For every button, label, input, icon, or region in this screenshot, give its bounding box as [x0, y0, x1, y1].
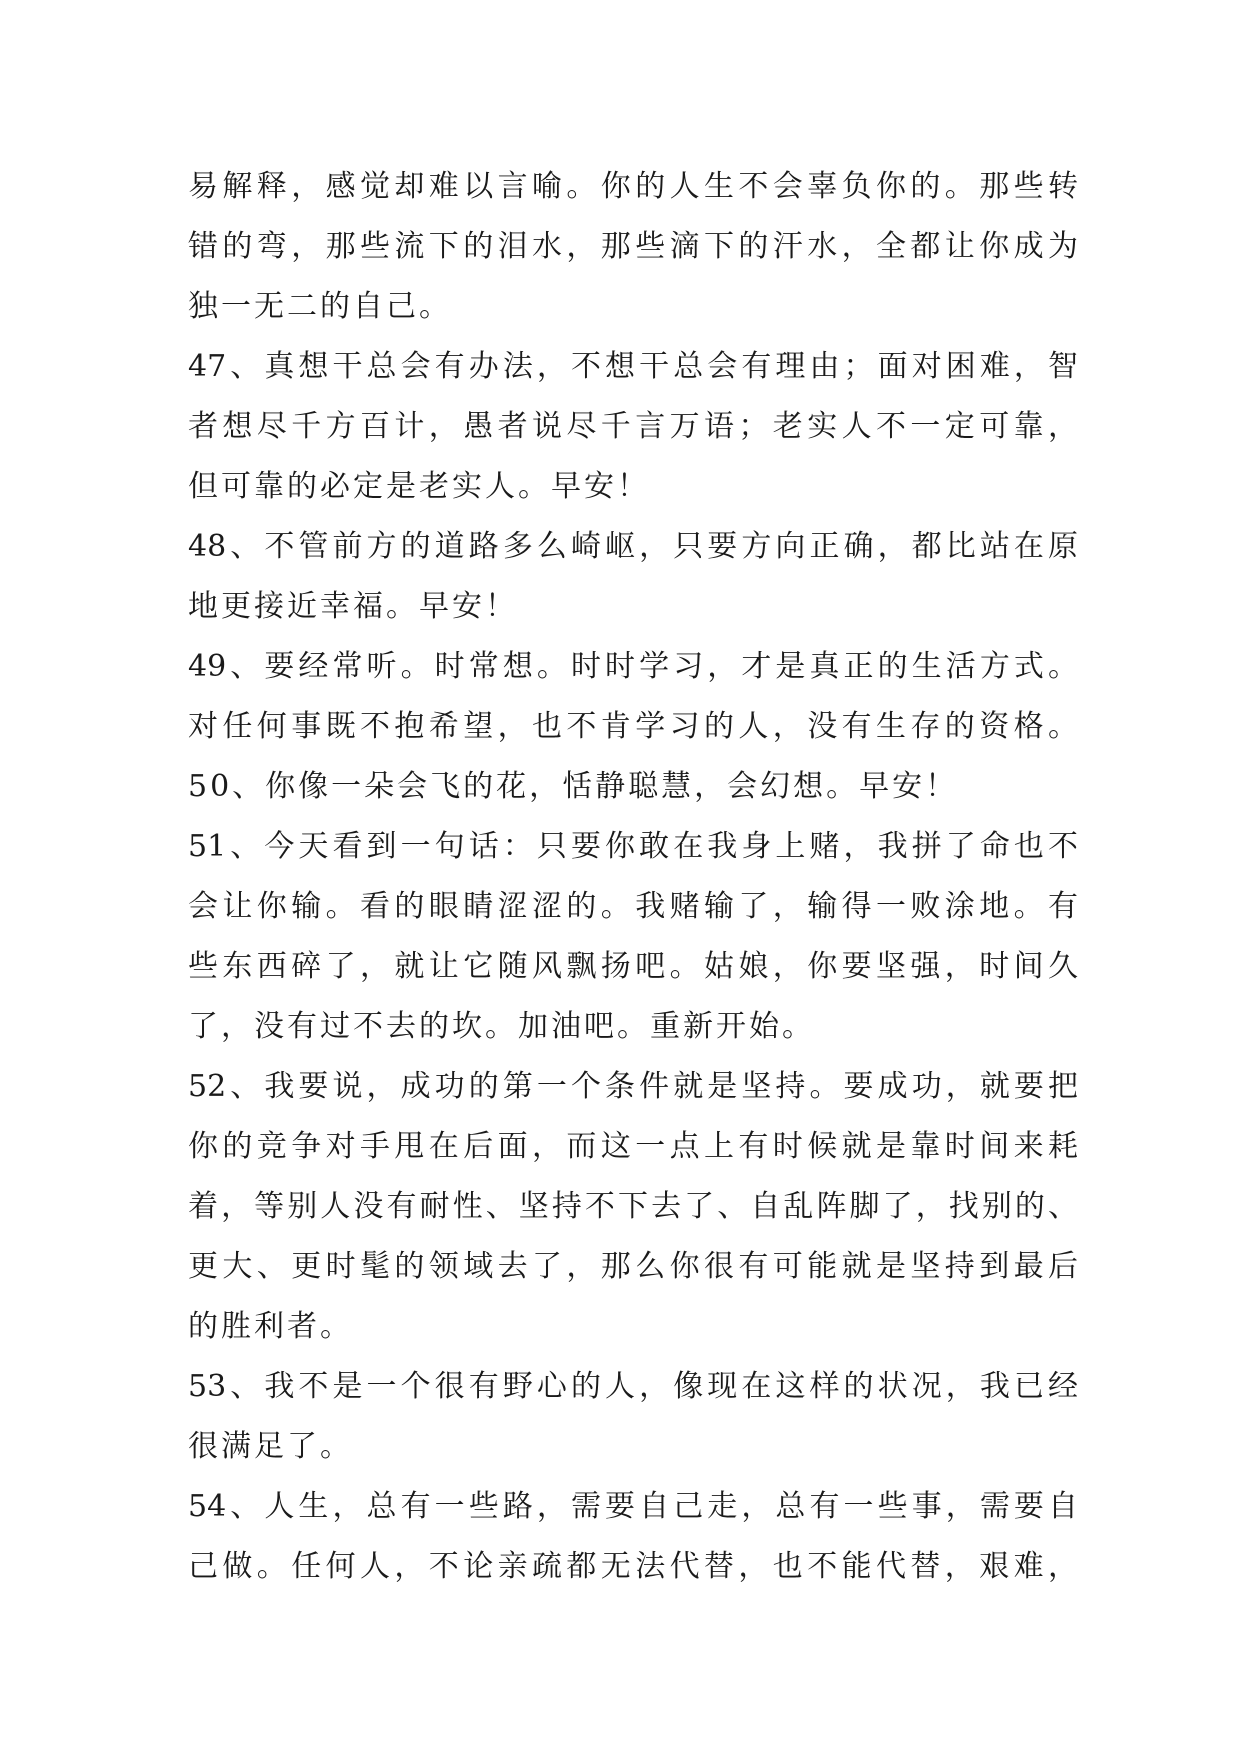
text-line: 易解释，感觉却难以言喻。你的人生不会辜负你的。那些转: [188, 169, 1078, 204]
text-line: 错的弯，那些流下的泪水，那些滴下的汗水，全都让你成为: [188, 229, 1078, 264]
text-line: 了，没有过不去的坎。加油吧。重新开始。: [188, 1009, 815, 1044]
text-line: 54、人生，总有一些路，需要自己走，总有一些事，需要自: [188, 1489, 1078, 1524]
text-line: 的胜利者。: [188, 1309, 353, 1344]
text-line: 51、今天看到一句话：只要你敢在我身上赌，我拼了命也不: [188, 829, 1078, 864]
document-body: [188, 157, 1078, 1597]
text-line: 者想尽千方百计，愚者说尽千言万语；老实人不一定可靠，: [188, 409, 1078, 444]
text-line: 独一无二的自己。: [188, 289, 452, 324]
text-line: 48、不管前方的道路多么崎岖，只要方向正确，都比站在原: [188, 529, 1078, 564]
text-line: 但可靠的必定是老实人。早安！: [188, 469, 650, 504]
text-line: 47、真想干总会有办法，不想干总会有理由；面对困难，智: [188, 349, 1078, 384]
text-line: 些东西碎了，就让它随风飘扬吧。姑娘，你要坚强，时间久: [188, 949, 1078, 984]
text-line: 会让你输。看的眼睛涩涩的。我赌输了，输得一败涂地。有: [188, 889, 1078, 924]
text-line: 你的竞争对手甩在后面，而这一点上有时候就是靠时间来耗: [188, 1129, 1078, 1164]
text-line: 己做。任何人，不论亲疏都无法代替，也不能代替，艰难，: [188, 1549, 1078, 1584]
text-line: 53、我不是一个很有野心的人，像现在这样的状况，我已经: [188, 1369, 1078, 1404]
text-line: 更大、更时髦的领域去了，那么你很有可能就是坚持到最后: [188, 1249, 1078, 1284]
text-line: 着，等别人没有耐性、坚持不下去了、自乱阵脚了，找别的、: [188, 1189, 1078, 1224]
text-line: 50、你像一朵会飞的花，恬静聪慧，会幻想。早安！: [188, 769, 959, 804]
text-line: 对任何事既不抱希望，也不肯学习的人，没有生存的资格。: [188, 709, 1078, 744]
text-line: 49、要经常听。时常想。时时学习，才是真正的生活方式。: [188, 649, 1078, 684]
text-line: 52、我要说，成功的第一个条件就是坚持。要成功，就要把: [188, 1069, 1078, 1104]
text-line: 地更接近幸福。早安！: [188, 589, 518, 624]
text-line: 很满足了。: [188, 1429, 353, 1464]
